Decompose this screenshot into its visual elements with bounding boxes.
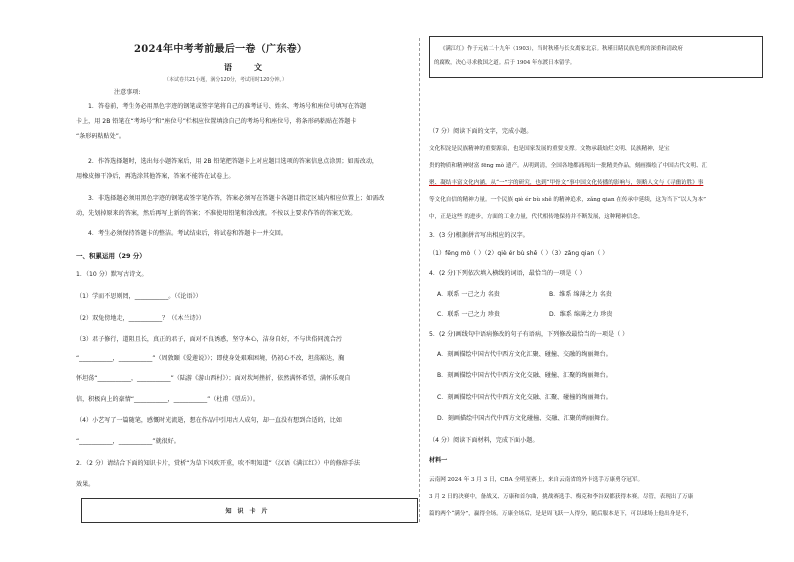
- material-text: 3 月 2 日的决赛中，备战又、万康和首尔曲，挑战赛选手、梅克和李谷双都获得本赛。尽管，表现出了万康: [429, 494, 694, 500]
- option-d: D．刻画描绘中国古代中西方文化碰撞、交融、汇聚的绚丽舞台。: [437, 415, 613, 422]
- instructions-heading: 注意事项:: [114, 89, 141, 96]
- knowledge-card-title: 知识卡片: [225, 508, 274, 515]
- material-label: 材料一: [429, 457, 448, 464]
- option-c: C．刻画描绘中国古代中西方文化交融、汇聚、碰撞的绚丽舞台。: [437, 394, 612, 401]
- passage-line: 贵的物质和精神财富 fēng mò 遗产。从明到清，全国各地都涌现出一批精美作品，刻画描绘了中国古代文明、汇: [429, 163, 708, 169]
- question-2: 2．（2 分）请结合下面的知识卡片，赏析“为草下风吹开重，吹不明知道”（汉语《满江红》）中的修辞手法: [76, 460, 361, 467]
- option-a: A．联系 一己之力 名贵: [437, 291, 500, 298]
- passage-line: 文化积淀是民族精神的重要源泉，也是国家发展的重要支撑。文物承载灿烂文明、民族精神，是宝: [429, 146, 670, 152]
- instruction-line: 1．答卷前，考生务必用黑色字迹的钢笔或签字笔将自己的准考证号、姓名、考场号和座位号填写在答题: [88, 103, 367, 110]
- material-text: 云南网 2024 年 3 月 3 日，CBA 全明星赛上，来自云南省的外卡选手万康勇夺冠军。: [429, 477, 644, 483]
- option-d: D．维系 绵薄之力 珍贵: [549, 311, 613, 318]
- column-divider: [419, 38, 420, 522]
- passage-line-underlined: 聚、凝结丰富文化内涵，从“一”字的研究，也到“甲骨文”事中国文化传播的影响与，领略人文与《寻幽访胜》事: [429, 180, 704, 186]
- passage-heading: （7 分）阅读下面的文字，完成小题。: [429, 128, 533, 135]
- passage-line: 等文化自信的精神力量。一个民族 qiè ér bù shě 的精神追求，zǎng qian 在传承中延续，这为当下“以人为本”: [429, 197, 706, 203]
- passage-line: 中，正是这些 的进步，方面的工业力量，代代相传地保持并不断发展，这种精神信念。: [429, 214, 644, 220]
- background-box: [429, 36, 763, 78]
- question-1-3: （3）君子修行，道阻且长，真正的君子，面对不良诱惑，坚守本心，洁身自好，不与世俗同流合污: [76, 336, 342, 343]
- knowledge-card: [81, 498, 418, 523]
- material-text: 篇的两个“满分”，赢得全场。万康全场后，是是周飞跃一人得分，随后服本是下，可以球场上他出身是不，: [429, 511, 693, 517]
- question-1-3-line: 信，积极向上的豪情“___________，___________”（杜甫《望岳》）。: [76, 396, 260, 403]
- question-5: 5．(2 分)画线句中语病修改的句子有语病，下列修改最恰当的一项是（ ）: [429, 331, 629, 338]
- question-1-3-line: 怀坦荡“___________，___________”（陆游《游山西村》）；面对坎坷挫折，依然满怀希望，满怀乐观自: [76, 375, 351, 382]
- question-1: 1．（10 分）默写古诗文。: [76, 271, 148, 278]
- option-c: C．联系 一己之力 珍贵: [437, 311, 500, 318]
- question-1-4-line: “___________，___________”就很好。: [76, 438, 180, 445]
- subject-title: 语文: [224, 62, 284, 72]
- question-3-options: （1）fēng mò（ ）（2）qiè ér bù shě（ ）（3）zǎng qian（ ）: [429, 250, 609, 257]
- question-1-2: （2）双兔傍地走，___________？（《木兰诗》）: [76, 315, 205, 322]
- instruction-line: “条形码粘贴处”。: [76, 133, 125, 140]
- instruction-line: 卡上，用 2B 铅笔在“考场号”和“座位号”栏相应位置填涂自己的考场号和座位号，将条形码粘贴在答题卡: [76, 118, 357, 125]
- background-text: 的腐败，决心寻求救国之道。后于 1904 年东渡日本留学。: [434, 60, 576, 66]
- instruction-line: 动，先划掉原来的答案，然后再写上新的答案；不准使用铅笔和涂改液。不按以上要求作答的答案无效。: [76, 210, 357, 217]
- exam-note: （本试卷共21小题，满分120分，考试用时120分钟。）: [164, 77, 287, 83]
- question-1-3-line: “___________，___________”（周敦颐《爱莲说》）；即使身处艰难困境，仍初心不改，坦荡豁达，胸: [76, 355, 345, 362]
- option-b: B．维系 绵薄之力 名贵: [549, 291, 612, 298]
- material-heading: （4 分）阅读下面材料，完成下面小题。: [429, 437, 539, 444]
- left-column: [74, 0, 417, 562]
- question-1-4: （4）小艺写了一篇随笔，感慨时光流逝，想在作品中引用古人成句，却一直没有想到合适的，比如: [76, 417, 342, 424]
- section-heading: 一、积累运用（29 分）: [76, 252, 146, 260]
- instruction-line: 3．非选择题必须用黑色字迹的钢笔或签字笔作答，答案必须写在答题卡各题目指定区域内相应位置上；如需改: [88, 195, 385, 202]
- background-text: 《满江红》作于元祐二十九年（1903），当时秋瑾与长女离家北京。秋瑾日睹民族危机的深重和清政府: [440, 46, 683, 52]
- option-a: A．刻画描绘中国古代中西方文化汇聚、碰撞、交融的绚丽舞台。: [437, 351, 612, 358]
- question-2-line: 效果。: [76, 481, 95, 488]
- exam-title: 2024年中考考前最后一卷（广东卷）: [134, 44, 308, 55]
- instruction-line: 4．考生必须保持答题卡的整洁。考试结束后，将试卷和答题卡一并交回。: [88, 230, 287, 237]
- question-4: 4．(2 分)下列依次填入横线的词语，最恰当的一项是（ ）: [429, 270, 586, 277]
- right-column: [423, 0, 768, 562]
- question-3: 3．(3 分)根据拼音写出相应的汉字。: [429, 232, 529, 239]
- instruction-line: 2．作答选择题时，选出每小题答案后，用 2B 铅笔把答题卡上对应题目选项的答案信息点涂黑；如需改动，: [88, 158, 379, 165]
- instruction-line: 用橡皮擦干净后，再选涂其他答案，答案不能答在试卷上。: [76, 173, 235, 180]
- option-b: B．刻画描绘中国古代中西方文化交融、碰撞、汇聚的绚丽舞台。: [437, 372, 612, 379]
- question-1-1: （1）学而不思则罔，___________。（《论语》）: [76, 293, 202, 300]
